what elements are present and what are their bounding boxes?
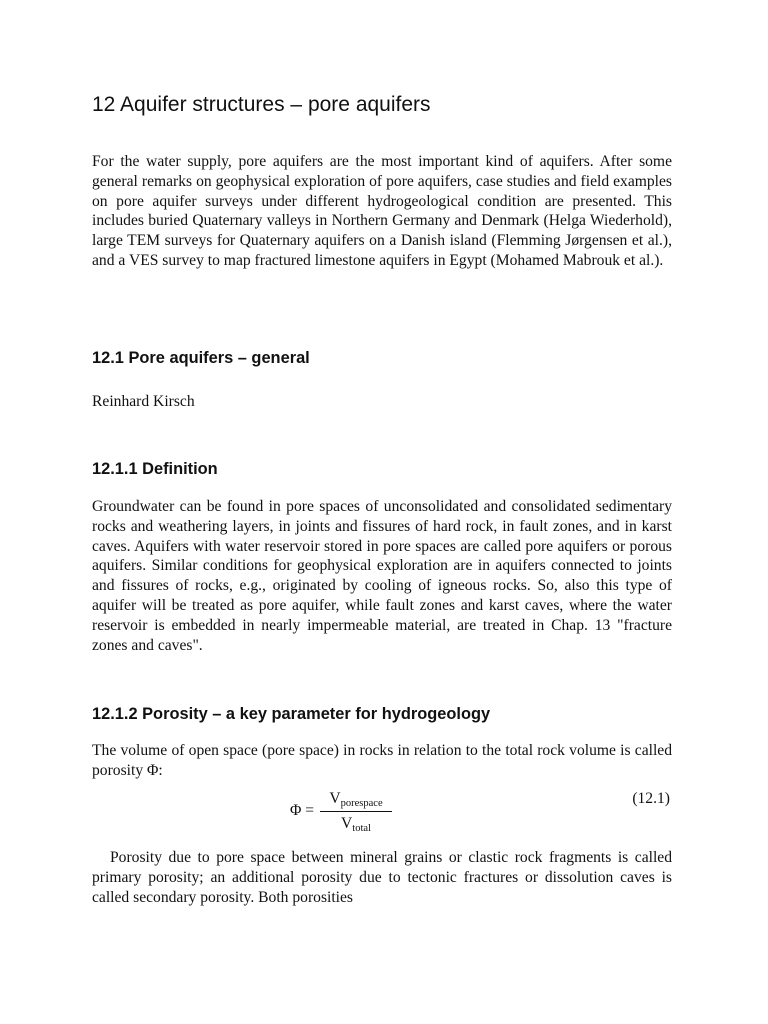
section-author: Reinhard Kirsch (92, 393, 195, 410)
equation-numerator (320, 790, 392, 809)
denominator-symbol: V (341, 815, 353, 832)
numerator-symbol: V (329, 790, 341, 807)
definition-paragraph: Groundwater can be found in pore spaces of unconsolidated and consolidated sedimentary rocks and weathering layers, in joints and fissures of hard rock, in fault zones, and in karst caves. Aquifers with water reservoir stored in pore spaces are called pore aquifers or porous aquifers. Similar conditions for geophysical exploration are in aquifers connected to joints and fissures of rocks, e.g., originated by cooling of igneous rocks. So, also this type of aquifer will be treated as pore aquifer, while fault zones and karst caves, where the water reservoir is embedded in nearly impermeable material, are treated in Chap. 13 "fracture zones and caves". (92, 498, 672, 654)
section-heading-12-1: 12.1 Pore aquifers – general (92, 349, 310, 367)
equation-lhs: Φ = (290, 802, 315, 819)
equation-number: (12.1) (632, 790, 670, 807)
chapter-intro-paragraph: For the water supply, pore aquifers are the most important kind of aquifers. After some general remarks on geophysical exploration of pore aquifers, case studies and field examples on pore aquifer surveys under different hydrogeological condition are presented. This includes buried Quaternary valleys in Northern Germany and Denmark (Helga Wiederhold), large TEM surveys for Quaternary aquifers on a Danish island (Flemming Jørgensen et al.), and a VES survey to map fractured limestone aquifers in Egypt (Mohamed Mabrouk et al.). (92, 153, 672, 269)
chapter-title: 12 Aquifer structures – pore aquifers (92, 93, 431, 116)
porosity-paragraph: The volume of open space (pore space) in rocks in relation to the total rock volume is called porosity Φ: (92, 742, 672, 779)
equation-denominator (320, 815, 392, 834)
primary-porosity-paragraph: Porosity due to pore space between mineral grains or clastic rock fragments is called primary porosity; an additional porosity due to tectonic fractures or dissolution caves is called secondary porosity. Both porosities (92, 849, 672, 906)
numerator-subscript: porespace (340, 798, 383, 809)
fraction-bar (320, 811, 392, 812)
porosity-equation (92, 790, 672, 838)
equation-fraction (320, 790, 392, 834)
denominator-subscript: total (352, 823, 371, 834)
section-heading-12-1-2: 12.1.2 Porosity – a key parameter for hydrogeology (92, 705, 491, 723)
section-heading-12-1-1: 12.1.1 Definition (92, 460, 218, 478)
